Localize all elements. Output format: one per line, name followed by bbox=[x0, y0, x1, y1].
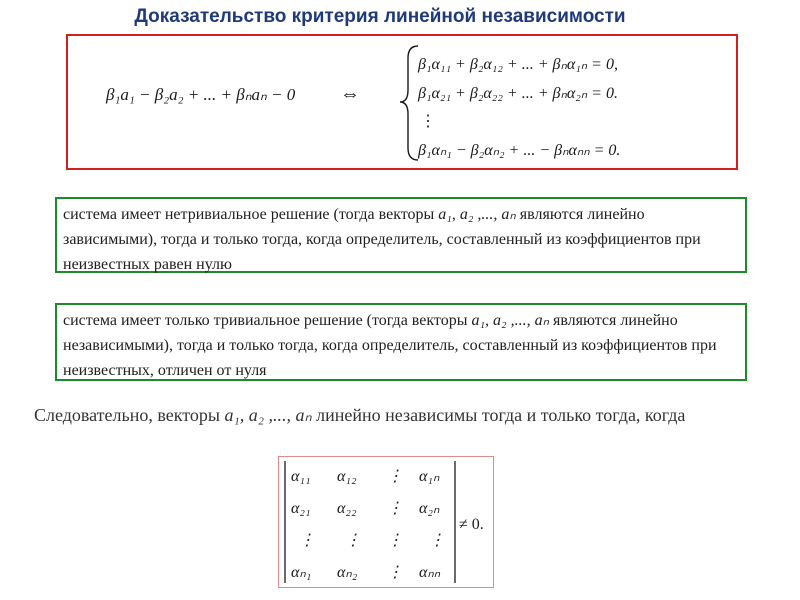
system-row-n: β₁αₙ₁ − β₂αₙ₂ + ... − βₙαₙₙ = 0. bbox=[418, 142, 621, 159]
det-cell-2-2: α₂₂ bbox=[337, 500, 357, 517]
determinant-formula bbox=[279, 457, 493, 587]
independent-case-text-2: являются линейно независимыми), тогда и только тогда, когда определитель, составленный из коэффициентов при неизвестных, отличен от нуля bbox=[63, 312, 717, 379]
lhs-equation: β₁a₁ − β₂a₂ + ... + βₙaₙ − 0 bbox=[106, 85, 296, 104]
det-cell-4-4: αₙₙ bbox=[419, 564, 441, 581]
independent-case-vectors: a₁, a₂ ,..., aₙ bbox=[471, 312, 549, 329]
det-cell-1-2: α₁₂ bbox=[337, 468, 357, 485]
dependent-case-text-1: система имеет нетривиальное решение (тогда векторы bbox=[63, 206, 439, 223]
determinant-frame bbox=[278, 456, 494, 588]
independent-case-text-1: система имеет только тривиальное решение (тогда векторы bbox=[63, 312, 472, 329]
independent-case-box bbox=[55, 303, 747, 381]
conclusion-vectors: a₁, a₂ ,..., aₙ bbox=[224, 405, 312, 425]
det-cell-2-1: α₂₁ bbox=[291, 500, 311, 517]
dependent-case-vectors: a₁, a₂ ,..., aₙ bbox=[438, 206, 516, 223]
dependent-case-box bbox=[55, 197, 747, 273]
det-cell-1-4: α₁ₙ bbox=[419, 468, 440, 485]
conclusion-text-1: Следовательно, векторы bbox=[34, 405, 225, 425]
system-row-2: β₁α₂₁ + β₂α₂₂ + ... + βₙα₂ₙ = 0. bbox=[418, 85, 618, 102]
det-cell-2-4: α₂ₙ bbox=[419, 500, 440, 517]
det-cell-4-3: ⋮ bbox=[387, 564, 403, 581]
slide-title: Доказательство критерия линейной независимости bbox=[134, 6, 626, 27]
dependent-case-text-2: являются линейно зависимыми), тогда и только тогда, когда определитель, составленный из коэффициентов при неизвестных равен нулю bbox=[63, 206, 701, 273]
det-cell-1-1: α₁₁ bbox=[291, 468, 311, 485]
det-cell-4-2: αₙ₂ bbox=[337, 564, 358, 581]
system-row-1: β₁α₁₁ + β₂α₁₂ + ... + βₙα₁ₙ = 0, bbox=[418, 56, 618, 73]
det-cell-4-1: αₙ₁ bbox=[291, 564, 312, 581]
det-cell-3-2: ⋮ bbox=[345, 532, 361, 549]
det-cell-3-3: ⋮ bbox=[387, 532, 403, 549]
system-row-dots: ⋮ bbox=[420, 113, 436, 130]
det-cell-1-3: ⋮ bbox=[387, 468, 403, 485]
equivalence-box bbox=[66, 34, 738, 170]
system-brace bbox=[400, 46, 418, 160]
det-cell-2-3: ⋮ bbox=[387, 500, 403, 517]
determinant-relation: ≠ 0. bbox=[459, 516, 484, 533]
det-cell-3-4: ⋮ bbox=[429, 532, 445, 549]
conclusion-paragraph bbox=[34, 402, 794, 429]
det-cell-3-1: ⋮ bbox=[299, 532, 315, 549]
equivalence-arrow: ⇔ bbox=[340, 83, 360, 105]
conclusion-text-2: линейно независимы тогда и только тогда, когда bbox=[311, 405, 686, 425]
equivalence-formula bbox=[68, 36, 736, 168]
